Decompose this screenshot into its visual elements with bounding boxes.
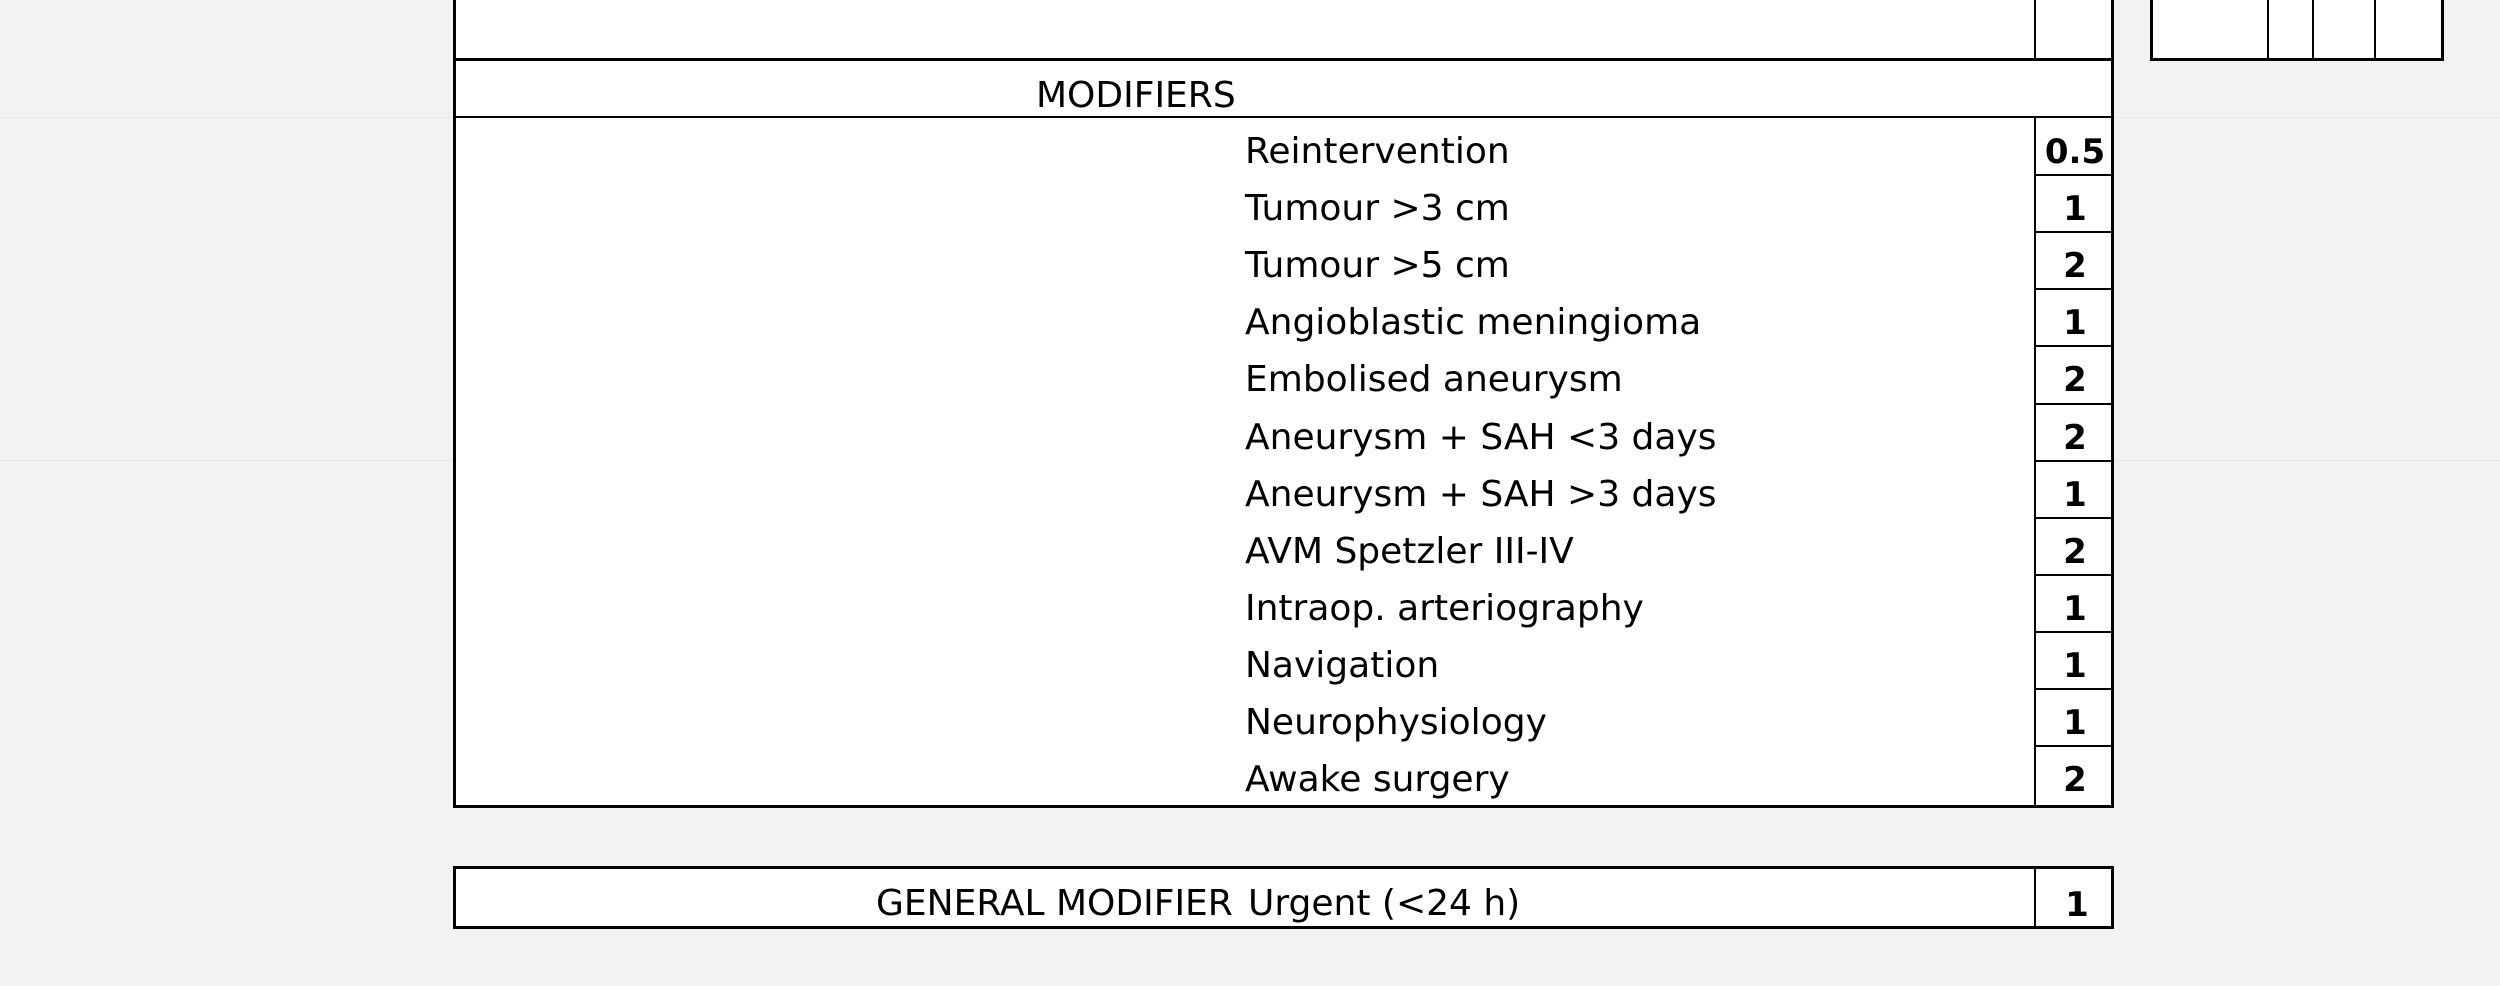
modifier-label: Reintervention	[1245, 131, 1510, 172]
modifier-label: Embolised aneurysm	[1245, 359, 1623, 401]
modifier-value-separator	[2034, 288, 2112, 290]
side-grid-divider	[2312, 0, 2314, 58]
previous-table-bottom	[453, 0, 2114, 62]
modifier-label: Neurophysiology	[1245, 702, 1547, 743]
modifier-value: 2	[2063, 760, 2087, 801]
modifier-label: AVM Spetzler III-IV	[1245, 530, 1574, 572]
modifier-value-separator	[2034, 517, 2112, 519]
side-grid-divider	[2374, 0, 2376, 58]
previous-table-value-divider	[2034, 0, 2036, 60]
side-grid-divider	[2267, 0, 2269, 58]
modifier-label: Intraop. arteriography	[1245, 587, 1644, 629]
modifier-value: 1	[2063, 303, 2087, 344]
modifier-value-separator	[2034, 345, 2112, 347]
modifier-value: 1	[2063, 189, 2087, 230]
modifiers-title: MODIFIERS	[1036, 75, 1236, 116]
modifier-value: 1	[2063, 703, 2087, 743]
modifier-label: Aneurysm + SAH >3 days	[1245, 473, 1717, 515]
modifier-value-separator	[2034, 574, 2112, 576]
general-modifier-title: GENERAL MODIFIER	[876, 883, 1233, 924]
general-modifier-label: Urgent (<24 h)	[1248, 883, 1521, 924]
modifier-value-separator	[2034, 403, 2112, 405]
modifier-value: 2	[2063, 360, 2087, 401]
general-modifier-value-divider	[2034, 868, 2036, 927]
modifier-label: Angioblastic meningioma	[1245, 302, 1702, 344]
modifier-label: Awake surgery	[1245, 759, 1510, 801]
modifier-label: Navigation	[1245, 644, 1440, 686]
modifier-value: 2	[2063, 246, 2087, 287]
modifier-value: 1	[2063, 645, 2087, 686]
modifiers-header-divider	[455, 116, 2112, 118]
modifier-value-separator	[2034, 745, 2112, 747]
modifier-value-separator	[2034, 631, 2112, 633]
modifier-label: Aneurysm + SAH <3 days	[1245, 416, 1717, 458]
modifier-value-separator	[2034, 460, 2112, 462]
modifier-value-separator	[2034, 174, 2112, 176]
modifier-value: 1	[2063, 474, 2087, 515]
general-modifier-value: 1	[2065, 885, 2089, 925]
modifier-label: Tumour >5 cm	[1245, 245, 1510, 287]
modifier-label: Tumour >3 cm	[1245, 188, 1510, 230]
modifier-value: 1	[2063, 588, 2087, 629]
modifier-value: 0.5	[2044, 132, 2106, 172]
modifier-value-separator	[2034, 688, 2112, 690]
modifier-value: 2	[2063, 531, 2087, 572]
side-grid	[2150, 0, 2444, 61]
modifier-value-separator	[2034, 231, 2112, 233]
general-modifier-table	[453, 866, 2114, 929]
modifier-value: 2	[2063, 417, 2087, 458]
